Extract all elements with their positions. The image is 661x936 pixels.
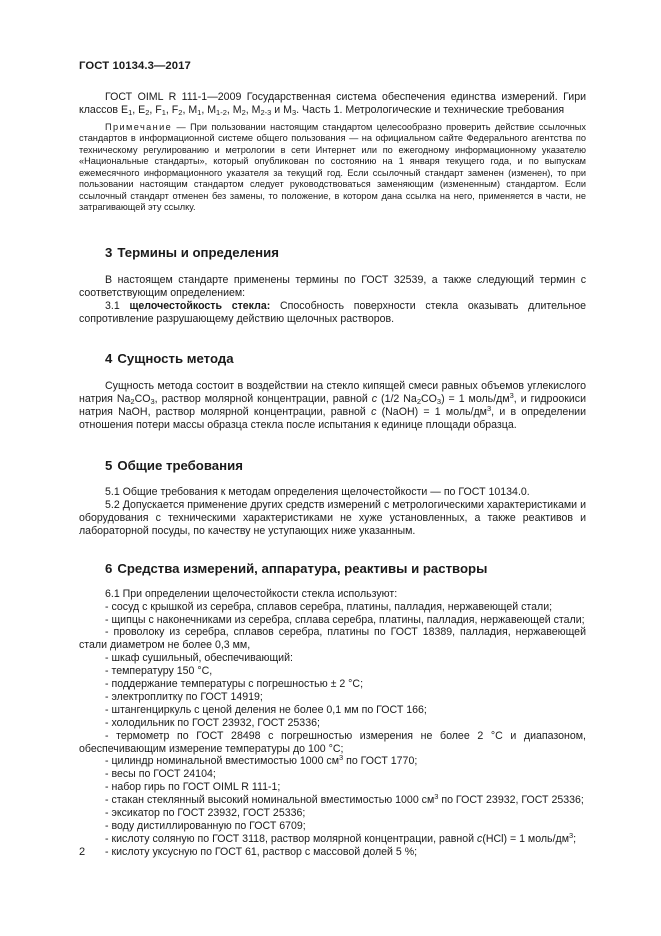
list-item: - кислоту уксусную по ГОСТ 61, раствор с массовой долей 5 %; <box>105 845 418 858</box>
equipment-list <box>79 601 586 859</box>
list-item: - штангенциркуль с ценой деления не более 0,1 мм по ГОСТ 166; <box>105 703 427 716</box>
section-5-heading: 5 Общие требования <box>105 458 243 474</box>
section-6-1-intro: 6.1 При определении щелочестойкости стекла используют: <box>105 587 398 600</box>
list-item: - термометр по ГОСТ 28498 с погрешностью измерения не более 2 °С и диапазоном, обеспечивающим измерение температуры до 100 °С; <box>79 729 586 755</box>
list-item: - проволоку из серебра, сплавов серебра, платины по ГОСТ 18389, палладия, нержавеющей стали диаметром не более 0,3 мм, <box>79 626 586 652</box>
list-item: - стакан стеклянный высокий номинальной вместимостью 1000 $см^3$ по ГОСТ 23932, ГОСТ 25336; <box>105 792 584 807</box>
list-item: - эксикатор по ГОСТ 23932, ГОСТ 25336; <box>105 807 306 820</box>
list-item: - щипцы с наконечниками из серебра, сплава серебра, платины, палладия, нержавеющей стали; <box>105 613 585 626</box>
section-3-heading: 3 Термины и определения <box>105 244 279 260</box>
normative-reference: ГОСТ OIML R 111-1—2009 Государственная система обеспечения единства измерений. Гири классов $E_1$, $E_2$, $F_1$, $F_2$, $M_1$, $M_{1-2}$, $M_2$, $M_{2-3}$ и $M_3$. Часть 1. Метрологические и технические требования <box>79 91 586 117</box>
list-item: - воду дистиллированную по ГОСТ 6709; <box>105 820 306 832</box>
note-text: — При пользовании настоящим стандартом целесообразно проверить действие ссылочных стандартов в информационной системе общего пользования — на официальном сайте Федерального агентства по техническому регулированию и метрологии в сети Интернет или по ежегодному информационному указателю «Национальные стандарты», который опубликован по состоянию на 1 января текущего года, и по выпускам ежемесячного информационного указателя за текущий год. Если ссылочный стандарт заменен (изменен), то при пользовании настоящим стандартом следует руководствоваться заменяющим (измененным) стандартом. Если ссылочный стандарт отменен без замены, то положение, в котором дана ссылка на него, применяется в части, не затрагивающей эту ссылку. <box>79 121 586 213</box>
section-3-intro: В настоящем стандарте применены термины по ГОСТ 32539, а также следующий термин с соответствующим определением: <box>79 273 586 299</box>
list-item: - температуру 150 °С, <box>105 665 213 678</box>
page-content <box>79 91 586 859</box>
list-item: - кислоту соляную по ГОСТ 3118, раствор молярной концентрации, равной c(HCl) = 1 моль/$дм^3$; <box>105 830 577 845</box>
list-item: - набор гирь по ГОСТ OIML R 111-1; <box>105 781 281 794</box>
section-4-heading: 4 Сущность метода <box>105 351 234 367</box>
term-name: щелочестойкость стекла: <box>129 299 271 312</box>
section-4-text: Сущность метода состоит в воздействии на стекло кипящей смеси равных объемов углекислого натрия $Na_2CO_3$, раствор молярной концентрации, равной c (1/2 $Na_2CO_3) = 1$ моль/$дм^3$, и гидроокиси натрия NaOH, раствор молярной концентрации, равной c (NaOH) = 1 моль/$дм^3$, и в определении отношения потери массы образца стекла после испытания к единице площади образца. <box>79 380 587 432</box>
list-item: - поддержание температуры с погрешностью ± 2 °С; <box>105 678 364 691</box>
list-item: - сосуд с крышкой из серебра, сплавов серебра, платины, палладия, нержавеющей стали; <box>105 600 553 613</box>
list-item: - холодильник по ГОСТ 23932, ГОСТ 25336; <box>105 716 320 729</box>
page-number: 2 <box>79 846 86 858</box>
section-5-1: 5.1 Общие требования к методам определения щелочестойкости — по ГОСТ 10134.0. <box>105 486 530 499</box>
note-paragraph <box>79 122 586 214</box>
list-item: - цилиндр номинальной вместимостью 1000 $см^3$ по ГОСТ 1770; <box>105 753 418 768</box>
term-definition: 3.1 щелочестойкость стекла: Способность поверхности стекла оказывать длительное сопротивление разрушающему действию щелочных растворов. <box>79 299 586 325</box>
note-label: Примечание <box>105 121 173 132</box>
section-5-2: 5.2 Допускается применение других средств измерений с метрологическими характеристиками и оборудования с техническими характеристиками не хуже установленных, а также реактивов и лабораторной посуды, по качеству не уступающих ниже указанным. <box>79 498 586 537</box>
list-item: - шкаф сушильный, обеспечивающий: <box>105 652 293 665</box>
list-item: - весы по ГОСТ 24104; <box>105 768 216 781</box>
section-6-heading: 6 Средства измерений, аппаратура, реактивы и растворы <box>105 560 488 576</box>
list-item: - электроплитку по ГОСТ 14919; <box>105 690 263 703</box>
document-id-header: ГОСТ 10134.3—2017 <box>79 60 191 72</box>
